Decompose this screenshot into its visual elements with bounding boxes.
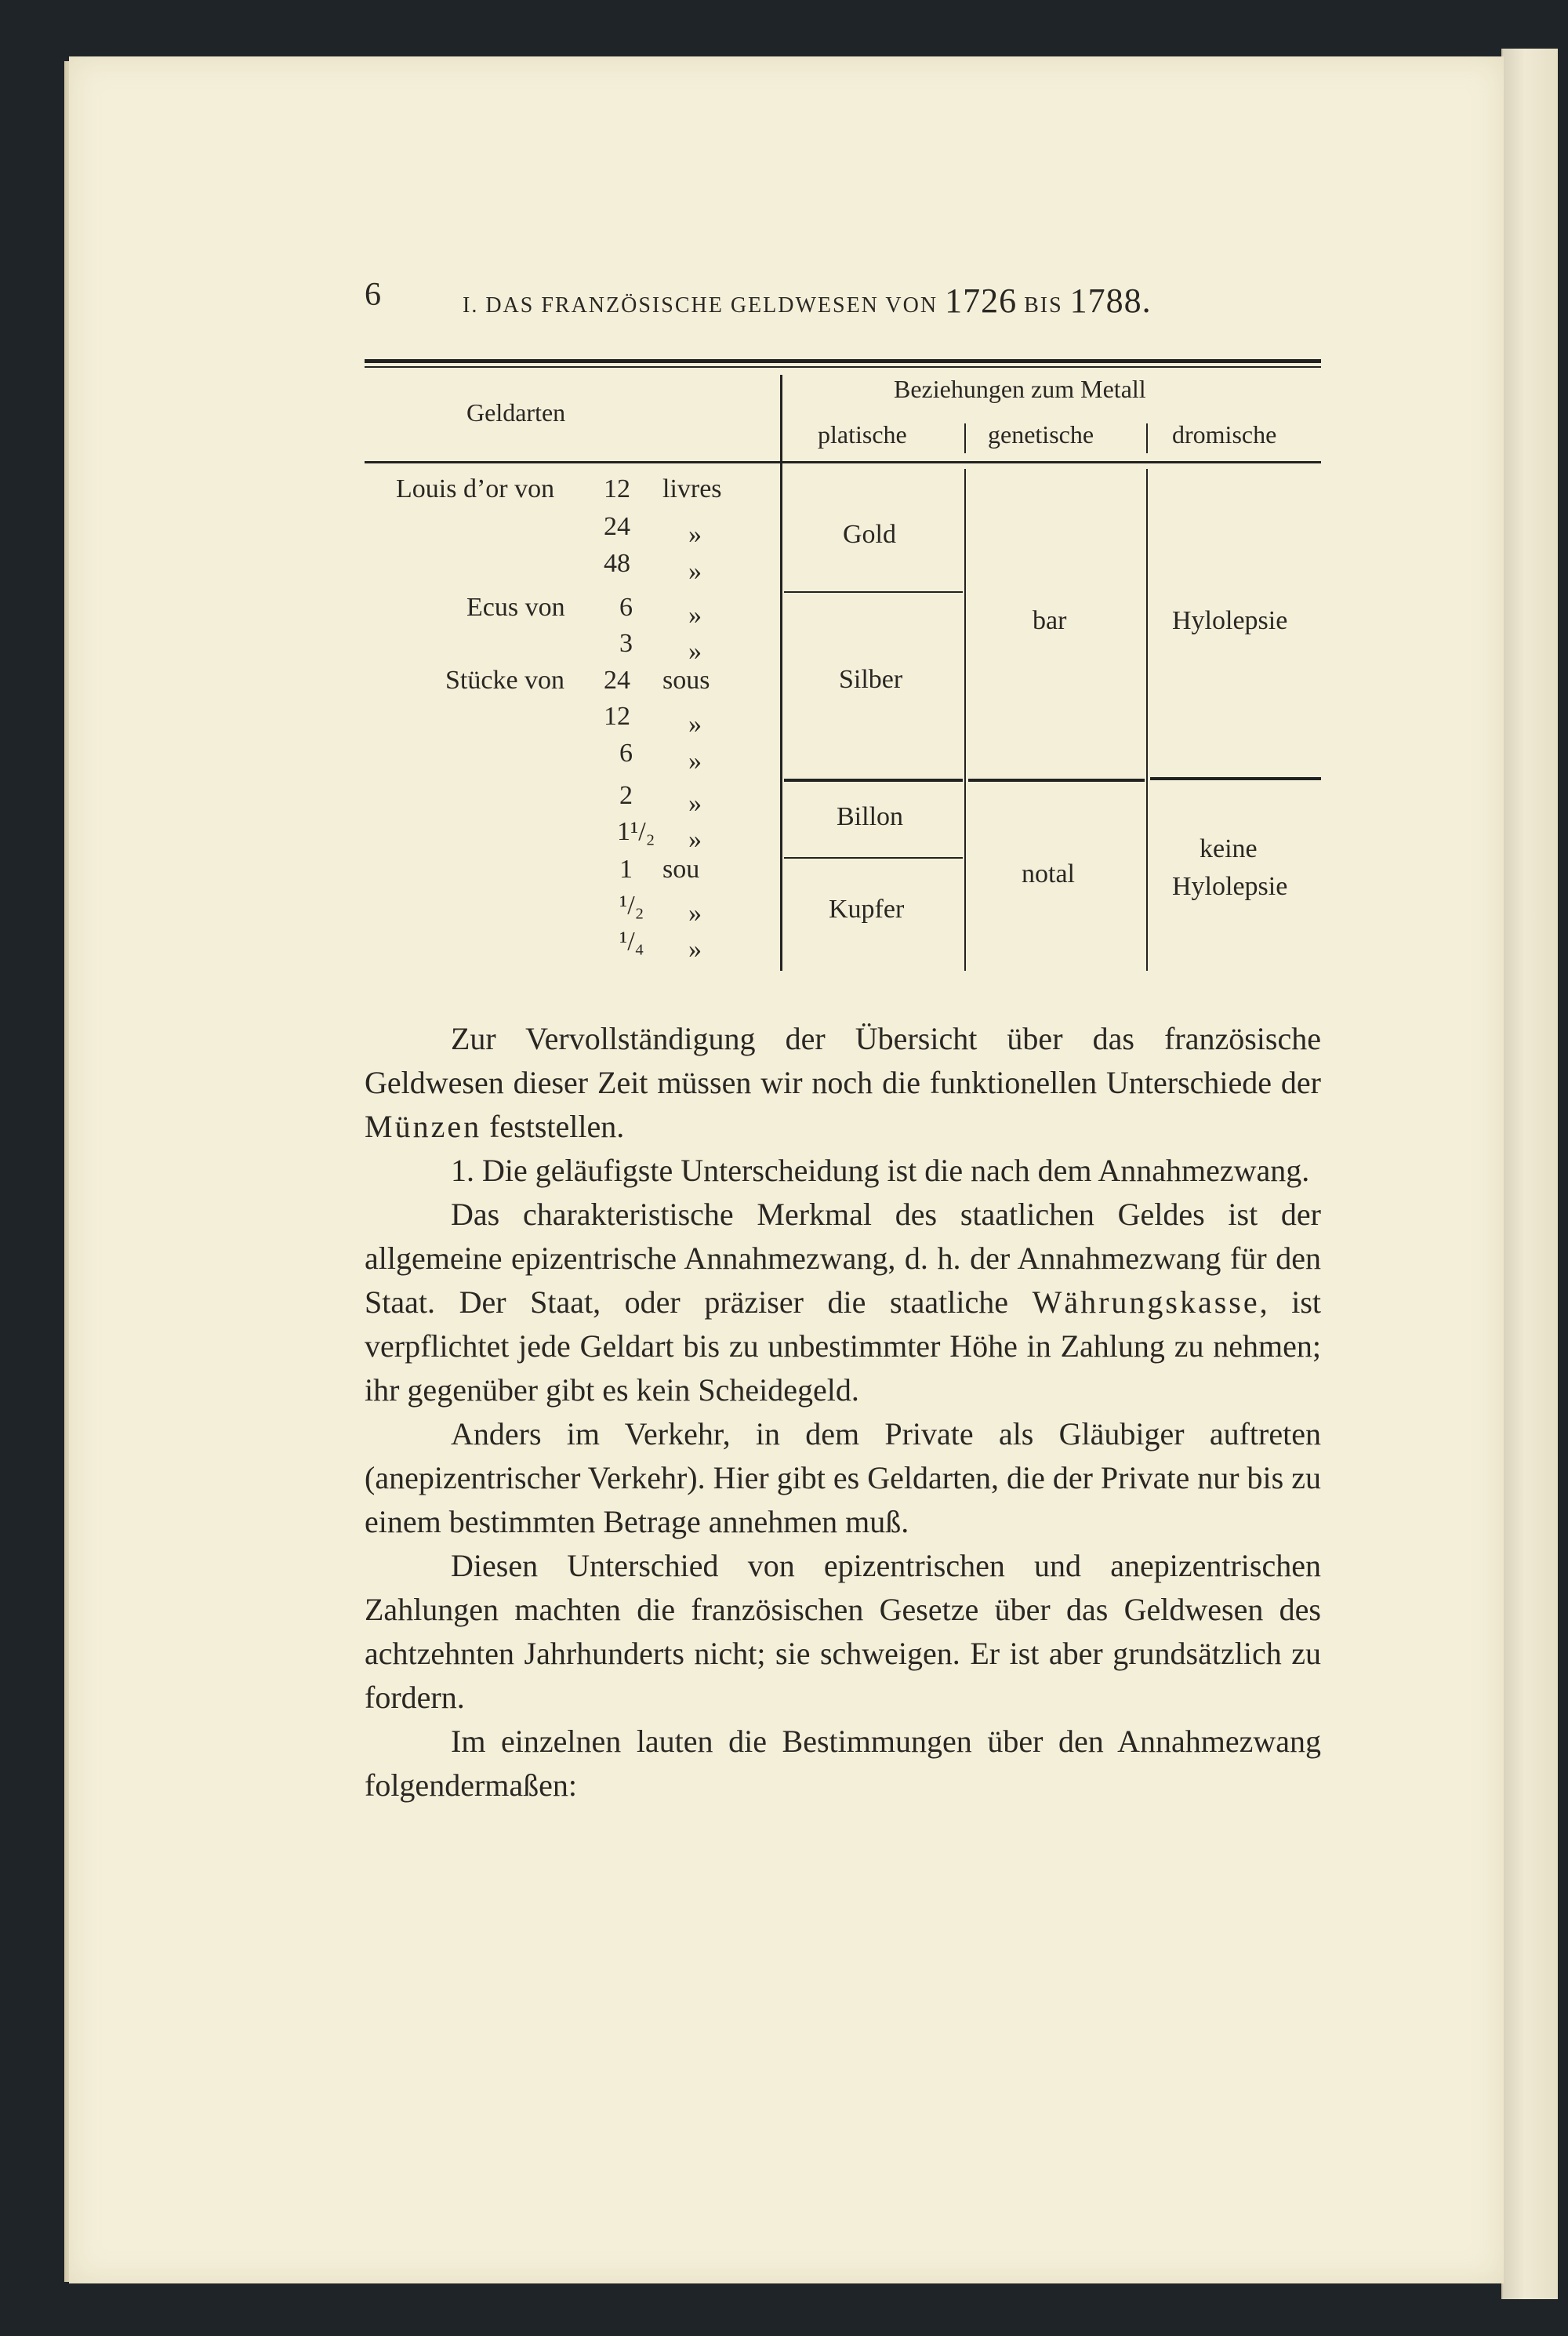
- divider-col1: [780, 375, 782, 971]
- ditto-mark: »: [688, 710, 702, 739]
- rule-silber-billon: [784, 779, 963, 782]
- paragraph: Diesen Unterschied von epizentrischen und anepizentrischen Zahlungen machten die französischen Gesetze über das Geldwesen des achtzehnten Jahrhunderts nicht; sie schweigen. Er ist aber grundsätzlich zu fordern.: [365, 1548, 1321, 1715]
- paragraph-text: , ist verpflichtet jede Geldart bis zu unbestimmter Höhe in Zahlung zu nehmen; ihr gegenüber gibt es kein Scheidegeld.: [365, 1284, 1322, 1408]
- coin-num: 6: [619, 739, 633, 768]
- header-bottom-rule: [365, 461, 1321, 463]
- coin-num: 3: [619, 629, 633, 658]
- dromic-keine-hylolepsie: Hylolepsie: [1172, 872, 1288, 901]
- coin-num: 48: [604, 549, 630, 578]
- paragraph: [365, 1017, 1321, 1149]
- genetic-bar: bar: [1033, 606, 1067, 635]
- coin-unit: livres: [662, 474, 722, 503]
- coin-num: 1¹/₂: [617, 817, 655, 846]
- paragraph-text: Zur Vervollständigung der Übersicht über das französische Geldwesen dieser Zeit müssen wir noch die funktionellen Unterschiede der: [365, 1021, 1321, 1100]
- dromic-keine: keine: [1200, 834, 1258, 863]
- table-top-rule: [365, 359, 1321, 363]
- emphasis-text: Münzen: [365, 1109, 482, 1144]
- platic-gold: Gold: [843, 520, 896, 549]
- coin-num: 1: [619, 855, 633, 884]
- table-top-rule-thin: [365, 366, 1321, 368]
- divider-header-2: [964, 423, 966, 453]
- running-head: [365, 276, 1321, 323]
- coin-num: 24: [604, 512, 630, 541]
- platic-kupfer: Kupfer: [829, 895, 905, 924]
- coin-num: ¹/₂: [619, 891, 644, 920]
- year-start: 1726: [945, 282, 1018, 320]
- paragraph: [365, 1193, 1321, 1412]
- ditto-mark: »: [688, 601, 702, 630]
- platic-billon: Billon: [837, 802, 904, 831]
- coin-unit: sou: [662, 855, 700, 884]
- platic-silber: Silber: [839, 665, 903, 694]
- header-platische: platische: [818, 420, 907, 449]
- divider-col2: [964, 469, 966, 971]
- ditto-mark: »: [688, 789, 702, 818]
- coin-unit: sous: [662, 666, 710, 695]
- rule-gold-silber: [784, 591, 963, 593]
- ditto-mark: »: [688, 520, 702, 549]
- chapter-title: [463, 281, 1152, 321]
- chapter-title-prefix: I. DAS FRANZÖSISCHE GELDWESEN VON: [463, 293, 938, 318]
- paragraph: Anders im Verkehr, in dem Private als Gläubiger auftreten (anepizentrischer Verkehr). Hier gibt es Geldarten, die der Private nur bis zu einem bestimmten Betrage annehmen muß.: [365, 1416, 1321, 1539]
- coin-prefix: Louis d’or von: [396, 474, 555, 503]
- body-text: [365, 1017, 1321, 1807]
- page-number: 6: [365, 277, 382, 313]
- ditto-mark: »: [688, 637, 702, 666]
- ditto-mark: »: [688, 935, 702, 964]
- coin-num: 12: [604, 702, 630, 731]
- coin-prefix: Ecus von: [466, 593, 565, 622]
- ditto-mark: »: [688, 747, 702, 776]
- coin-num: 6: [619, 593, 633, 622]
- rule-bar-notal: [968, 779, 1145, 782]
- header-genetische: genetische: [988, 420, 1094, 449]
- year-end: 1788.: [1069, 282, 1152, 320]
- ditto-mark: »: [688, 825, 702, 854]
- coin-prefix: Stücke von: [445, 666, 565, 695]
- coin-num: ¹/₄: [619, 927, 644, 956]
- emphasis-text: Währungskasse: [1032, 1284, 1260, 1320]
- coin-num: 2: [619, 781, 633, 810]
- rule-hylolepsie-keine: [1150, 777, 1321, 780]
- rule-billon-kupfer: [784, 857, 963, 859]
- coin-table: [365, 359, 1321, 971]
- ditto-mark: »: [688, 557, 702, 586]
- coin-num: 24: [604, 666, 630, 695]
- header-beziehungen: Beziehungen zum Metall: [894, 375, 1146, 403]
- paragraph-text: Das charakteristische Merkmal des staatlichen Geldes ist der allgemeine epizentrische Annahmezwang, d. h. der Annahmezwang für den Staat. Der Staat, oder präziser die staatliche: [365, 1197, 1321, 1320]
- divider-col3: [1146, 469, 1148, 971]
- ditto-mark: »: [688, 899, 702, 928]
- header-dromische: dromische: [1172, 420, 1277, 449]
- adjacent-page-edge: [1501, 49, 1558, 2299]
- header-geldarten: Geldarten: [466, 398, 566, 427]
- paragraph: 1. Die geläufigste Unterscheidung ist die nach dem Annahmezwang.: [451, 1153, 1310, 1188]
- bis-word: BIS: [1024, 293, 1063, 318]
- dromic-hylolepsie: Hylolepsie: [1172, 606, 1288, 635]
- divider-header-3: [1146, 423, 1148, 453]
- coin-num: 12: [604, 474, 630, 503]
- paragraph-text: feststellen.: [489, 1109, 625, 1144]
- paragraph: Im einzelnen lauten die Bestimmungen über den Annahmezwang folgendermaßen:: [365, 1724, 1321, 1803]
- genetic-notal: notal: [1022, 859, 1075, 888]
